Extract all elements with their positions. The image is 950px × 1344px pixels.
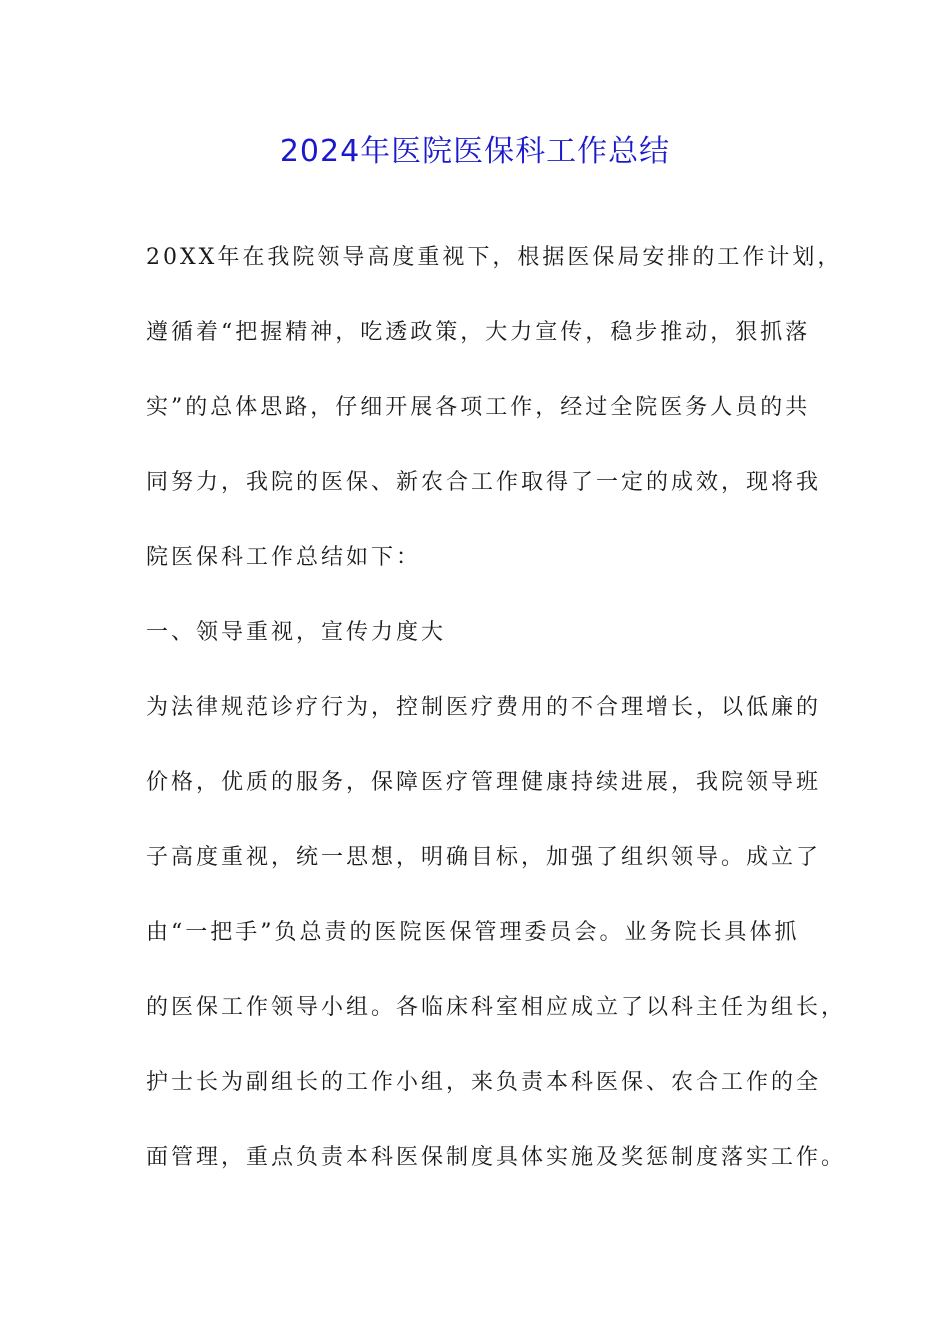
text-line: 的医保工作领导小组。各临床科室相应成立了以科主任为组长， (146, 995, 847, 1020)
document-body (146, 240, 847, 1215)
text-line: 价格，优质的服务，保障医疗管理健康持续进展，我院领导班 (146, 770, 822, 795)
section-heading: 一、领导重视，宣传力度大 (146, 620, 447, 645)
text-line: 子高度重视，统一思想，明确目标，加强了组织领导。成立了 (146, 845, 822, 870)
text-line: 面管理，重点负责本科医保制度具体实施及奖惩制度落实工作。 (146, 1145, 847, 1170)
text-line: 实”的总体思路，仔细开展各项工作，经过全院医务人员的共 (146, 395, 811, 420)
document-title: 2024年医院医保科工作总结 (279, 134, 671, 169)
text-line: 护士长为副组长的工作小组，来负责本科医保、农合工作的全 (146, 1070, 822, 1095)
text-line: 院医保科工作总结如下： (146, 545, 422, 570)
text-line: 由“一把手”负总责的医院医保管理委员会。业务院长具体抓 (146, 920, 800, 945)
text-line: 为法律规范诊疗行为，控制医疗费用的不合理增长，以低廉的 (146, 695, 822, 720)
text-line: 同努力，我院的医保、新农合工作取得了一定的成效，现将我 (146, 470, 822, 495)
text-line: 20XX年在我院领导高度重视下，根据医保局安排的工作计划， (146, 245, 843, 270)
text-line: 遵循着“把握精神，吃透政策，大力宣传，稳步推动，狠抓落 (146, 320, 811, 345)
